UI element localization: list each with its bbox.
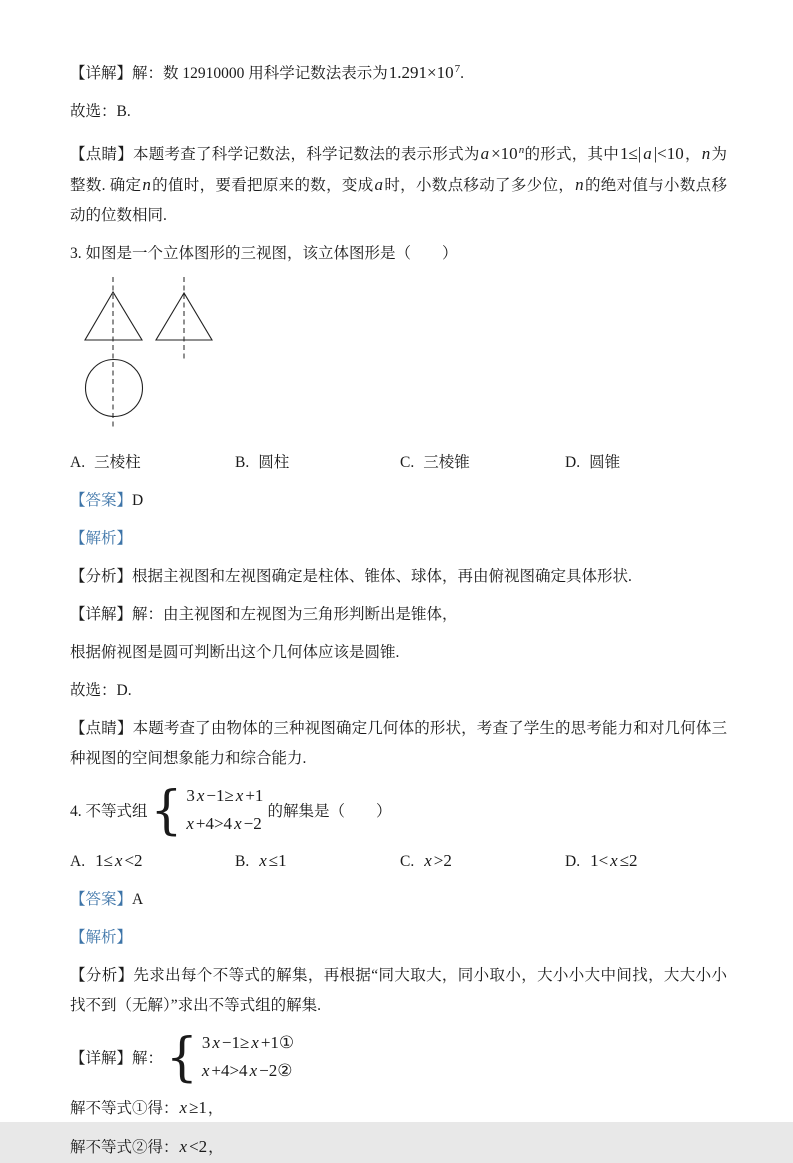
q4-analysis-paragraph: 【分析】先求出每个不等式的解集，再根据“同大取大，同小取小，大小小大中间找，大大小小找不到（无解）”求出不等式组的解集. — [70, 967, 727, 1015]
q3-answer-line: 【答案】D — [70, 492, 144, 510]
left-brace: { — [166, 1026, 198, 1088]
option-text: 1< x ≤2 — [590, 851, 638, 871]
q4-inequality-system — [150, 779, 265, 841]
q3-options-row — [70, 448, 727, 478]
option-label: D. — [565, 853, 581, 871]
option-label: C. — [400, 853, 415, 871]
system-row-1: 3 x −1≥ x +1 — [186, 786, 264, 806]
q3-stem: 3. 如图是一个立体图形的三视图，该立体图形是（ ） — [70, 245, 458, 263]
q4-stem — [70, 779, 727, 841]
q4-detail-line — [70, 1026, 727, 1088]
q4-answer-line: 【答案】A — [70, 891, 144, 909]
option-label: B. — [235, 454, 250, 472]
option-text: x ≤1 — [259, 851, 287, 871]
system-rows — [185, 782, 264, 838]
q4-option-a — [70, 846, 235, 877]
q4-option-b — [235, 846, 400, 877]
q3-option-a — [70, 448, 235, 478]
q3-tip-paragraph: 【点睛】本题考查了由物体的三种视图确定几何体的形状，考查了学生的思考能力和对几何体三种视图的空间想象能力和综合能力. — [70, 720, 727, 768]
option-label: A. — [70, 454, 86, 472]
q3-analysis-line: 【分析】根据主视图和左视图确定是柱体、锥体、球体，再由俯视图确定具体形状. — [70, 568, 632, 586]
q3-analysis-label: 【解析】 — [70, 530, 133, 548]
option-label: B. — [235, 853, 250, 871]
q3-option-c — [400, 448, 565, 478]
option-text: 三棱柱 — [94, 454, 141, 472]
q4-detail-inequality-system — [166, 1026, 295, 1088]
q4-stem-suffix: 的解集是（ ） — [267, 803, 392, 821]
option-text: 三棱锥 — [423, 454, 470, 472]
option-text: 圆柱 — [258, 454, 290, 472]
q4-options-row — [70, 846, 727, 877]
q3-option-b — [235, 448, 400, 478]
q3-choose-line: 故选：D. — [70, 682, 132, 700]
q4-solve-line-1: 解不等式①得：x ≥1， — [70, 1098, 224, 1118]
system-row-1: 3 x −1≥ x +1① — [201, 1033, 295, 1053]
q3-detail-line-1: 【详解】解：由主视图和左视图为三角形判断出是锥体， — [70, 606, 458, 624]
q3-option-d — [565, 448, 620, 478]
q2-choose-line: 故选：B. — [70, 103, 131, 121]
option-label: A. — [70, 853, 86, 871]
q2-tip-paragraph: 【点睛】本题考查了科学记数法，科学记数法的表示形式为$a \times 10^n$的形式，其中1≤| a |<10，n为整数. 确定n的值时，要看把原来的数，变成a时，小数点移动了多少位，n的绝对值与小数点移动的位数相同. — [70, 144, 727, 225]
q4-analysis-label: 【解析】 — [70, 929, 133, 947]
option-text: 1≤ x <2 — [95, 851, 143, 871]
left-brace: { — [150, 779, 183, 841]
three-view-diagram — [78, 277, 228, 433]
top-view-circle — [86, 360, 143, 417]
option-label: D. — [565, 454, 581, 472]
q4-detail-prefix: 【详解】解： — [70, 1050, 164, 1068]
option-text: 圆锥 — [589, 454, 621, 472]
system-row-2: x +4>4 x −2 — [186, 814, 262, 834]
q2-detail-line: 【详解】解：数 12910000 用科学记数法表示为$1.291\times 10^7$. — [70, 63, 464, 83]
q4-stem-prefix: 4. 不等式组 — [70, 803, 148, 821]
q4-option-c — [400, 846, 565, 877]
q4-solve-line-2: 解不等式②得：x <2， — [70, 1137, 224, 1157]
system-row-2: x +4>4 x −2② — [201, 1061, 293, 1081]
system-rows — [201, 1029, 295, 1085]
q4-option-d — [565, 846, 639, 877]
three-view-figure — [78, 277, 727, 438]
q3-detail-line-2: 根据俯视图是圆可判断出这个几何体应该是圆锥. — [70, 644, 400, 662]
option-label: C. — [400, 454, 415, 472]
option-text: x >2 — [424, 851, 452, 871]
